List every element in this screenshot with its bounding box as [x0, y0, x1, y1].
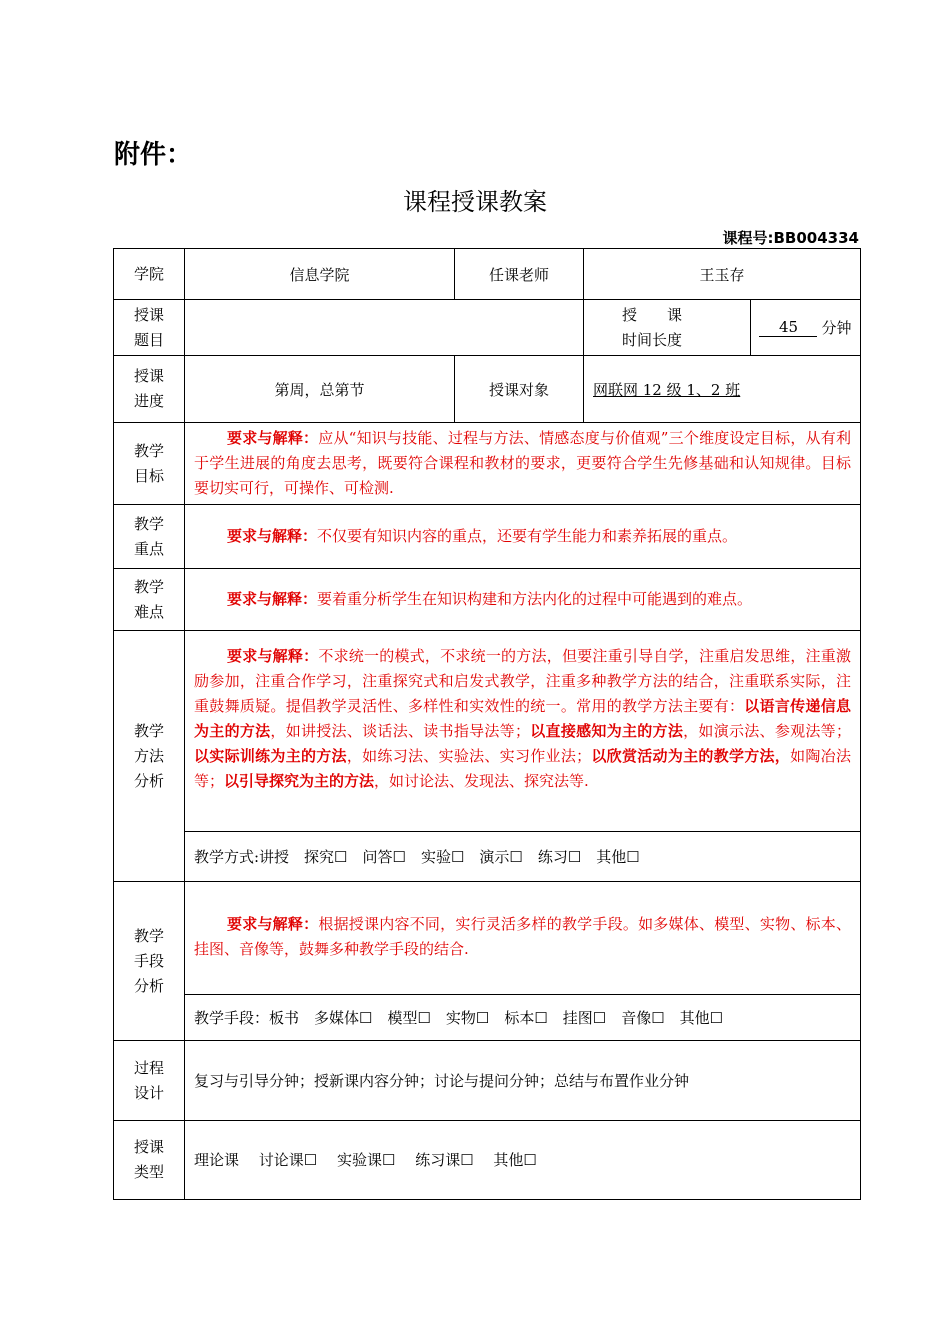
- key-points-label: [114, 505, 185, 569]
- duration-unit: 分钟: [821, 319, 852, 337]
- difficulties-row: [114, 569, 861, 631]
- topic-row: [114, 300, 861, 356]
- duration-value-cell: [751, 300, 860, 355]
- topic-label-line-2: 题目: [133, 330, 164, 349]
- methods-t6: ，如讨论法、发现法、探究法等.: [374, 772, 589, 790]
- document-title: 课程授课教案: [403, 188, 547, 216]
- target-value-cell: [584, 356, 861, 423]
- key-points-prefix: 要求与解释：: [227, 527, 318, 545]
- process-label: [114, 1041, 185, 1121]
- process-row: [114, 1041, 861, 1121]
- teacher-label: 任课老师: [455, 249, 584, 300]
- duration-label: [584, 300, 751, 355]
- teacher-value: 王玉存: [584, 249, 861, 300]
- difficulties-prefix: 要求与解释：: [227, 590, 318, 608]
- difficulties-text: [185, 569, 861, 631]
- means-prefix: 要求与解释：: [227, 915, 319, 933]
- lesson-type-label-line-1: 授课: [133, 1138, 164, 1156]
- means-label-line-1: 教学: [133, 926, 164, 945]
- means-text: [185, 882, 861, 995]
- methods-t1: 不求统一的模式，不求统一的方法，但要注重引导自学，注重启发思维，注重激励参加，注重合作学习，注重探究式和启发式教学，注重多种教学方法的结合，注重联系实际，注重鼓舞质疑。提倡教学灵活性、多样性和实效性的统一。常用的教学方法主要有：: [194, 647, 851, 715]
- key-points-body: 不仅要有知识内容的重点，还要有学生能力和素养拓展的重点。: [317, 527, 738, 545]
- methods-t5: 如陶冶法等；: [194, 747, 851, 790]
- college-value: 信息学院: [185, 249, 455, 300]
- target-value: 网联网 12 级 1、2 班: [593, 380, 741, 399]
- course-number: 课程号:BB004334: [722, 229, 859, 247]
- objectives-body: 应从“知识与技能、过程与方法、情感态度与价值观”三个维度设定目标，从有利于学生进展的角度去思考，既要符合课程和教材的要求，更要符合学生先修基础和认知规律。目标要切实可行，可操作、可检测.: [194, 429, 851, 497]
- target-label: 授课对象: [455, 356, 584, 423]
- difficulties-label-line-1: 教学: [133, 577, 164, 596]
- attachment-label: 附件：: [114, 140, 193, 170]
- topic-label: [114, 300, 185, 356]
- lesson-plan-table: [113, 248, 861, 1200]
- methods-t2: ，如讲授法、谈话法、读书指导法等；: [270, 722, 530, 740]
- methods-label-line-2: 方法: [133, 746, 164, 765]
- means-line-row: [114, 995, 861, 1041]
- methods-b1: 以语言传递信息为主的方法: [194, 697, 851, 740]
- duration-value: 45: [759, 318, 817, 337]
- objectives-label-line-2: 目标: [133, 466, 164, 485]
- means-body: 根据授课内容不同，实行灵活多样的教学手段。如多媒体、模型、实物、标本、挂图、音像等，鼓舞多种教学手段的结合.: [194, 915, 851, 958]
- process-label-line-2: 设计: [133, 1083, 164, 1102]
- methods-b3: 以实际训练为主的方法: [194, 747, 347, 765]
- methods-b2: 以直接感知为主的方法: [529, 722, 684, 740]
- progress-value: 第周，总第节: [185, 356, 455, 423]
- methods-mode-row: [114, 832, 861, 882]
- key-points-label-line-1: 教学: [133, 514, 164, 533]
- methods-t4: ，如练习法、实验法、实习作业法；: [346, 747, 592, 765]
- key-points-text: [185, 505, 861, 569]
- topic-label-line-1: 授课: [133, 305, 164, 324]
- lesson-type-label: [114, 1121, 185, 1200]
- methods-label-line-1: 教学: [133, 721, 164, 740]
- lesson-type-row: [114, 1121, 861, 1200]
- topic-value: [185, 300, 584, 356]
- difficulties-label: [114, 569, 185, 631]
- progress-label-line-2: 进度: [133, 392, 164, 410]
- objectives-label: [114, 423, 185, 505]
- objectives-row: [114, 423, 861, 505]
- progress-row: [114, 356, 861, 423]
- process-text: 复习与引导分钟；授新课内容分钟；讨论与提问分钟；总结与布置作业分钟: [185, 1041, 861, 1121]
- duration-label-line-2: 时间长度: [622, 330, 683, 349]
- methods-label: [114, 631, 185, 882]
- teaching-mode-line: 教学方式:讲授 探究☐ 问答☐ 实验☐ 演示☐ 练习☐ 其他☐: [185, 832, 861, 882]
- lesson-type-text: 理论课 讨论课☐ 实验课☐ 练习课☐ 其他☐: [185, 1121, 861, 1200]
- progress-label: [114, 356, 185, 423]
- duration-label-line-1: 授 课: [622, 305, 683, 324]
- means-label-line-2: 手段: [133, 951, 164, 970]
- key-points-label-line-2: 重点: [133, 539, 164, 558]
- means-label: [114, 882, 185, 1041]
- methods-row: [114, 631, 861, 832]
- progress-label-line-1: 授课: [133, 367, 164, 385]
- methods-b5: 以引导探究为主的方法: [224, 772, 375, 790]
- objectives-prefix: 要求与解释：: [227, 429, 319, 447]
- methods-b4: 以欣赏活动为主的教学方法，: [591, 747, 791, 765]
- means-label-line-3: 分析: [133, 976, 164, 995]
- methods-t3: ，如演示法、参观法等；: [683, 722, 851, 740]
- teaching-means-line: 教学手段：板书 多媒体☐ 模型☐ 实物☐ 标本☐ 挂图☐ 音像☐ 其他☐: [185, 995, 861, 1041]
- objectives-text: [185, 423, 861, 505]
- key-points-row: [114, 505, 861, 569]
- difficulties-label-line-2: 难点: [133, 602, 164, 621]
- objectives-label-line-1: 教学: [133, 441, 164, 460]
- means-row: [114, 882, 861, 995]
- process-label-line-1: 过程: [133, 1058, 164, 1077]
- difficulties-body: 要着重分析学生在知识构建和方法内化的过程中可能遇到的难点。: [317, 590, 753, 608]
- methods-prefix: 要求与解释：: [227, 647, 319, 665]
- lesson-type-label-line-2: 类型: [133, 1163, 164, 1181]
- college-label: 学院: [114, 249, 185, 300]
- college-row: [114, 249, 861, 300]
- methods-text: [185, 631, 861, 832]
- methods-label-line-3: 分析: [133, 771, 164, 790]
